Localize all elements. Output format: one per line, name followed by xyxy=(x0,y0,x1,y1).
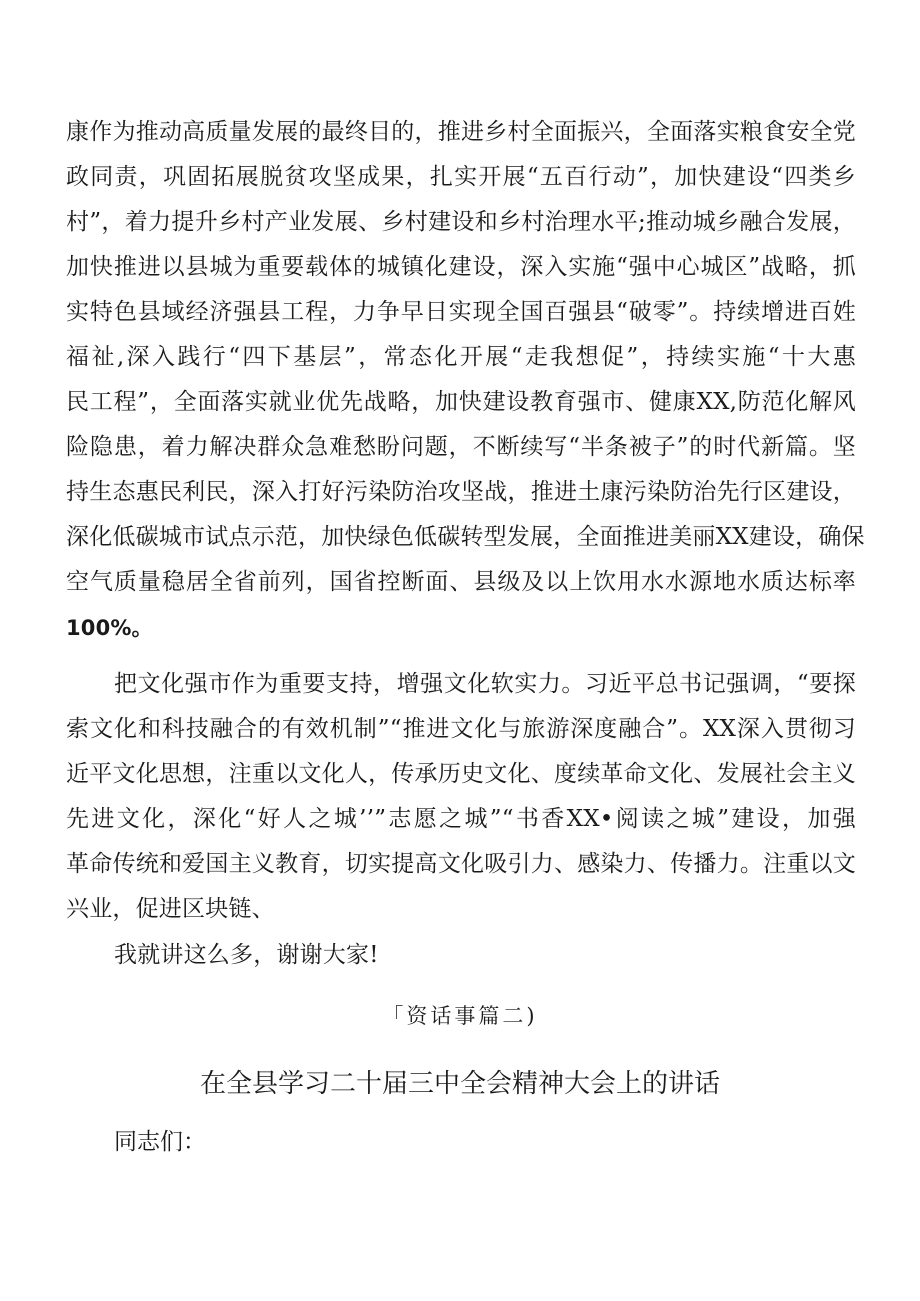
paragraph-1-line: 100%。 xyxy=(66,616,153,640)
paragraph-2-line: 近平文化思想，注重以文化人，传承历史文化、度续革命文化、发展社会主义 xyxy=(66,761,856,787)
paragraph-1-line: 村”，着力提升乡村产业发展、乡村建设和乡村治理水平;推动城乡融合发展， xyxy=(66,209,856,235)
paragraph-1-line: 实特色县域经济强县工程，力争早日实现全国百强县“破零”。持续增进百姓 xyxy=(66,299,856,325)
paragraph-2-line: 索文化和科技融合的有效机制”“推进文化与旅游深度融合”。XX深入贯彻习 xyxy=(66,716,856,742)
paragraph-1-line: 福祉,深入践行“四下基层”，常态化开展“走我想促”，持续实施“十大惠 xyxy=(66,344,856,370)
paragraph-1-line: 持生态惠民利民，深入打好污染防治攻坚战，推进土康污染防治先行区建设， xyxy=(66,479,856,505)
salutation: 同志们： xyxy=(114,1129,206,1155)
paragraph-1-line: 民工程”，全面落实就业优先战略，加快建设教育强市、健康XX,防范化解风 xyxy=(66,389,856,415)
paragraph-1-line: 政同责，巩固拓展脱贫攻坚成果，扎实开展“五百行动”，加快建设“四类乡 xyxy=(66,164,856,190)
paragraph-1-line: 险隐患，着力解决群众急难愁盼问题，不断续写“半条被子”的时代新篇。坚 xyxy=(66,434,856,460)
paragraph-2-line: 先进文化，深化“好人之城’’”志愿之城”“书香XX•阅读之城”建设，加强 xyxy=(66,806,856,832)
paragraph-2-line: 兴业，促进区块链、 xyxy=(66,896,275,922)
paragraph-1-line: 深化低碳城市试点示范，加快绿色低碳转型发展，全面推进美丽XX建设，确保 xyxy=(66,524,865,550)
closing-remark: 我就讲这么多，谢谢大家! xyxy=(114,942,379,968)
paragraph-1-line: 康作为推动高质量发展的最终目的，推进乡村全面振兴，全面落实粮食安全党 xyxy=(66,119,856,145)
paragraph-1-line: 加快推进以县城为重要载体的城镇化建设，深入实施“强中心城区”战略，抓 xyxy=(66,254,856,280)
paragraph-2-line: 把文化强市作为重要支持，增强文化软实力。习近平总书记强调，“要探 xyxy=(114,671,856,697)
section-label: 「资话事篇二) xyxy=(382,1004,538,1028)
paragraph-1-line: 空气质量稳居全省前列，国省控断面、县级及以上饮用水水源地水质达标率 xyxy=(66,569,856,595)
paragraph-2-line: 革命传统和爱国主义教育，切实提高文化吸引力、感染力、传播力。注重以文 xyxy=(66,851,856,877)
speech-title: 在全县学习二十届三中全会精神大会上的讲话 xyxy=(199,1069,720,1099)
